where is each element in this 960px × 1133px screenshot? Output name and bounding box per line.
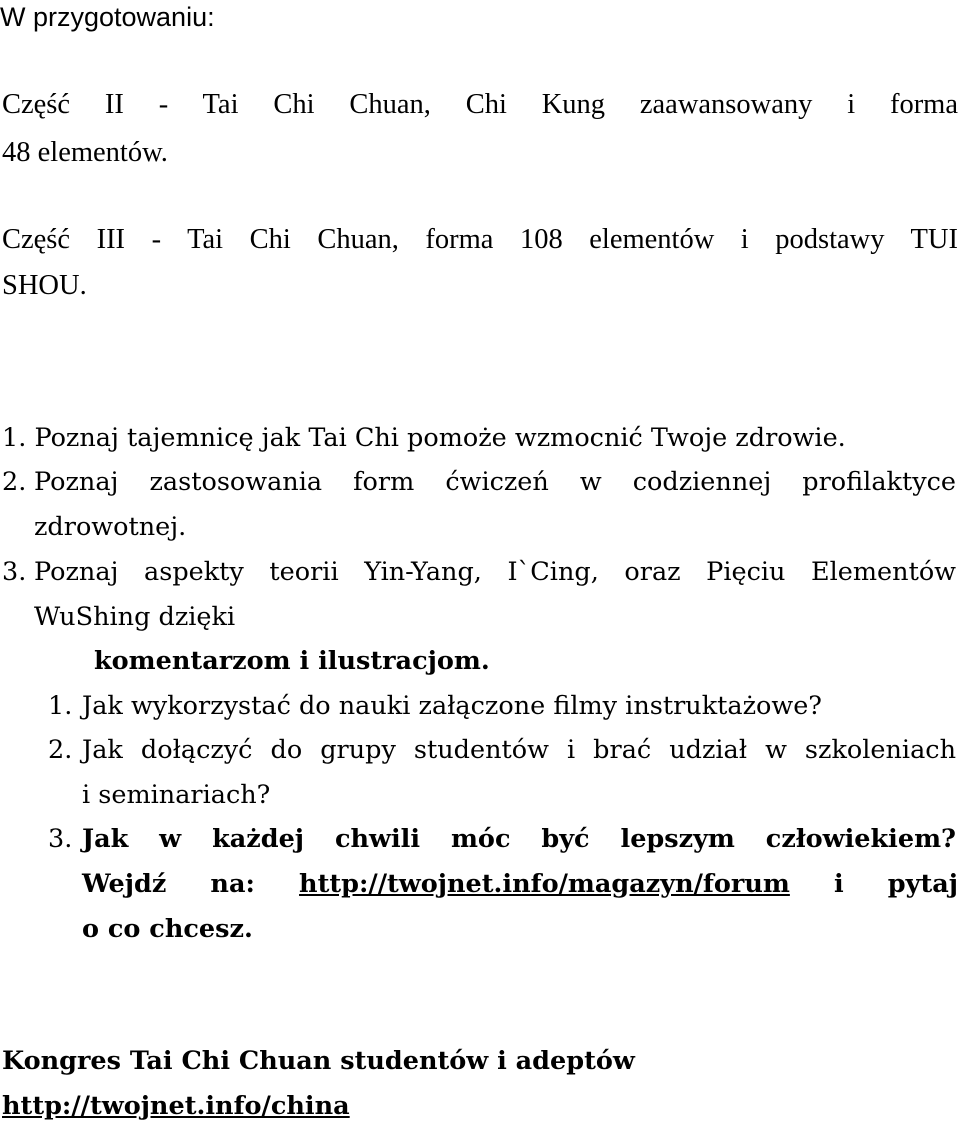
list2-item-2 — [48, 735, 958, 765]
list2-item-2-number: 2. — [48, 735, 73, 765]
part2-line1: Część II - Tai Chi Chuan, Chi Kung zaawansowany i forma — [2, 89, 958, 120]
list1-item-3 — [2, 557, 958, 587]
list1-item-3-number: 3. — [2, 557, 27, 587]
list2-item-1-number: 1. — [48, 691, 73, 721]
forum-suffix: i pytaj — [834, 869, 958, 899]
list1-item-3-text: Poznaj aspekty teorii Yin-Yang, I`Cing, oraz Pięciu Elementów — [34, 557, 956, 587]
list2-item-2-continuation: i seminariach? — [82, 780, 271, 810]
list1-item-2-text: Poznaj zastosowania form ćwiczeń w codziennej profilaktyce — [34, 467, 956, 497]
list2-item-3-continuation — [82, 869, 958, 899]
heading: W przygotowaniu: — [0, 2, 215, 32]
list2-item-2-text: Jak dołączyć do grupy studentów i brać udział w szkoleniach — [82, 735, 956, 765]
forum-prefix: Wejdź na: — [82, 869, 255, 899]
list1-item-3-continuation-2: komentarzom i ilustracjom. — [94, 646, 490, 676]
list2-item-3 — [48, 824, 958, 854]
list1-item-1-text: Poznaj tajemnicę jak Tai Chi pomoże wzmocnić Twoje zdrowie. — [34, 423, 846, 453]
footer-title: Kongres Tai Chi Chuan studentów i adeptów — [2, 1046, 635, 1076]
list1-item-1 — [2, 423, 846, 453]
part3-line2: SHOU. — [2, 270, 87, 301]
list2-item-1-text: Jak wykorzystać do nauki załączone filmy instruktażowe? — [82, 691, 822, 721]
list2-item-3-number: 3. — [48, 824, 73, 854]
list1-item-1-number: 1. — [2, 423, 27, 453]
forum-link[interactable]: http://twojnet.info/magazyn/forum — [299, 869, 790, 899]
list1-item-2 — [2, 467, 958, 497]
list2-item-3-text: Jak w każdej chwili móc być lepszym człowiekiem? — [82, 824, 956, 854]
part2-line2: 48 elementów. — [2, 137, 168, 168]
list2-item-1 — [48, 691, 822, 721]
footer-link[interactable]: http://twojnet.info/china — [2, 1091, 350, 1121]
part3-line1: Część III - Tai Chi Chuan, forma 108 elementów i podstawy TUI — [2, 224, 958, 255]
list2-item-3-continuation-2: o co chcesz. — [82, 914, 253, 944]
list1-item-2-continuation: zdrowotnej. — [34, 512, 187, 542]
list1-item-2-number: 2. — [2, 467, 27, 497]
list1-item-3-continuation: WuShing dzięki — [34, 602, 236, 632]
